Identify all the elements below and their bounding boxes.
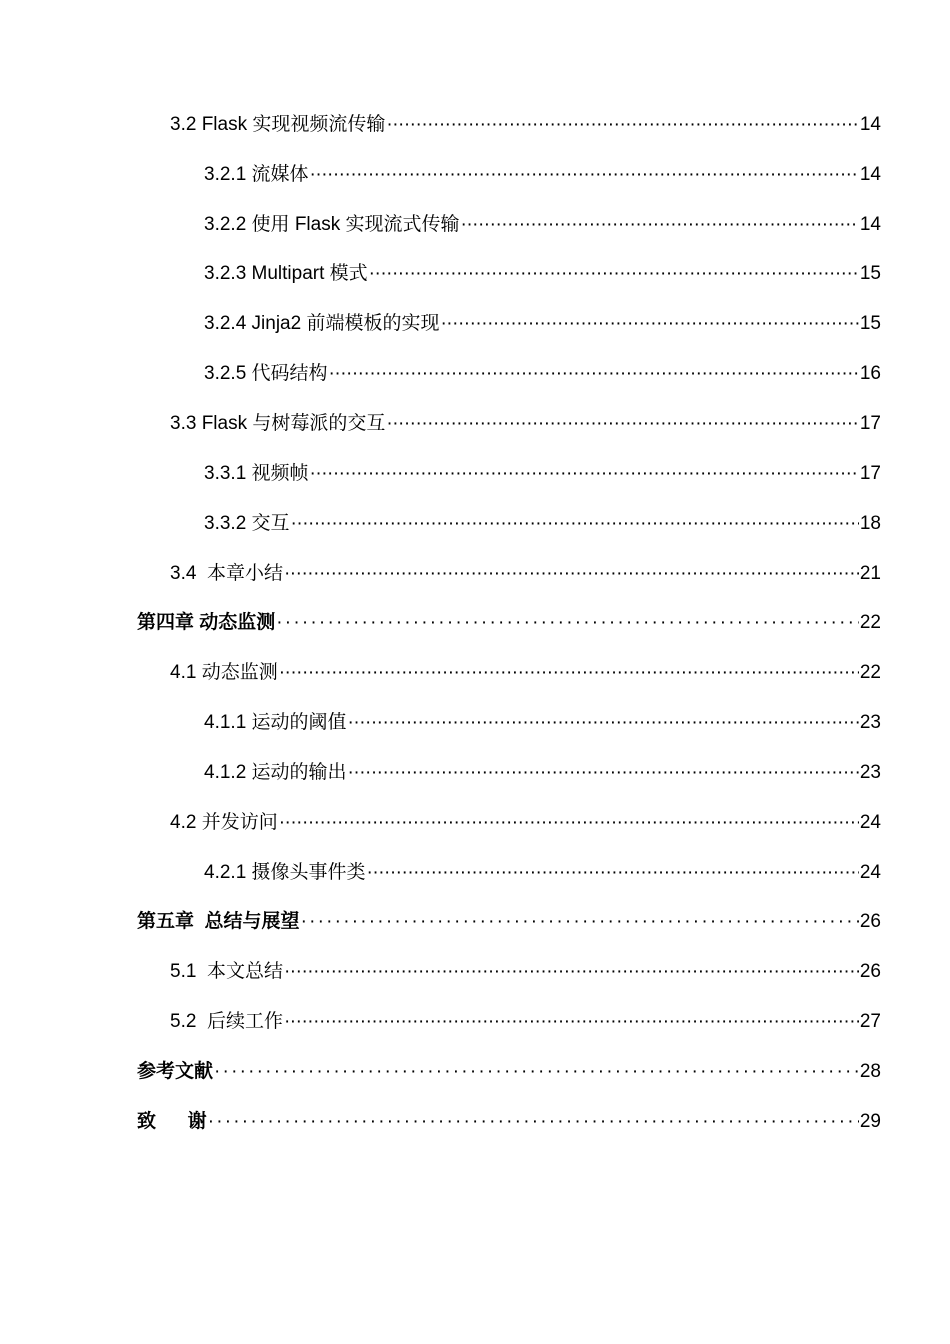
- toc-entry-title: 3.4 本章小结: [170, 562, 283, 584]
- toc-entry-page: 28: [859, 1060, 881, 1082]
- toc-entry[interactable]: [0, 449, 950, 499]
- toc-entry-page: 15: [859, 263, 881, 285]
- toc-entry-page: 22: [859, 612, 881, 634]
- dot-leader: [284, 960, 859, 984]
- toc-chapter-entry[interactable]: [0, 898, 950, 948]
- toc-entry-page: 26: [859, 961, 881, 983]
- toc-entry-title: 4.1.1 运动的阈值: [204, 712, 347, 734]
- toc-entry-page: 24: [859, 811, 881, 833]
- dot-leader: [279, 811, 859, 835]
- dot-leader: [329, 362, 859, 386]
- dot-leader: [284, 1010, 859, 1034]
- dot-leader: [291, 512, 859, 536]
- toc-chapter-entry[interactable]: [0, 598, 950, 648]
- toc-entry-title: 致 谢: [137, 1110, 207, 1132]
- table-of-contents: [0, 100, 950, 1147]
- dot-leader: [386, 412, 858, 436]
- toc-entry[interactable]: [0, 997, 950, 1047]
- toc-entry[interactable]: [0, 250, 950, 300]
- toc-entry-title: 第五章 总结与展望: [137, 911, 300, 933]
- toc-entry-title: 3.2.4 Jinja2 前端模板的实现: [204, 313, 440, 335]
- toc-entry[interactable]: [0, 299, 950, 349]
- toc-entry-page: 22: [859, 662, 881, 684]
- toc-entry-title: 5.1 本文总结: [170, 961, 283, 983]
- toc-entry[interactable]: [0, 698, 950, 748]
- toc-entry-title: 3.2.2 使用 Flask 实现流式传输: [204, 213, 460, 235]
- dot-leader: [386, 113, 858, 137]
- toc-entry-page: 26: [859, 911, 881, 933]
- toc-entry[interactable]: [0, 748, 950, 798]
- toc-entry-page: 16: [859, 363, 881, 385]
- toc-entry-title: 3.3.1 视频帧: [204, 462, 309, 484]
- toc-entry[interactable]: [0, 499, 950, 549]
- toc-entry-page: 17: [859, 412, 881, 434]
- dot-leader: [310, 462, 859, 486]
- toc-entry[interactable]: [0, 648, 950, 698]
- toc-entry-title: 3.2.1 流媒体: [204, 163, 309, 185]
- dot-leader: [276, 611, 859, 635]
- toc-entry[interactable]: [0, 947, 950, 997]
- toc-entry-page: 14: [859, 113, 881, 135]
- toc-entry-title: 3.3.2 交互: [204, 512, 290, 534]
- toc-entry[interactable]: [0, 549, 950, 599]
- dot-leader: [461, 213, 859, 237]
- toc-entry-title: 5.2 后续工作: [170, 1011, 283, 1033]
- dot-leader: [440, 312, 858, 336]
- toc-entry[interactable]: [0, 798, 950, 848]
- dot-leader: [301, 910, 859, 934]
- toc-entry-title: 4.1.2 运动的输出: [204, 761, 347, 783]
- toc-entry-title: 4.2.1 摄像头事件类: [204, 861, 366, 883]
- dot-leader: [367, 861, 859, 885]
- toc-entry[interactable]: [0, 848, 950, 898]
- toc-entry-page: 29: [859, 1110, 881, 1132]
- toc-entry-page: 24: [859, 861, 881, 883]
- toc-entry-page: 18: [859, 512, 881, 534]
- toc-entry-title: 3.2 Flask 实现视频流传输: [170, 113, 386, 135]
- dot-leader: [279, 661, 859, 685]
- toc-entry[interactable]: [0, 150, 950, 200]
- toc-entry-page: 23: [859, 712, 881, 734]
- toc-entry-page: 23: [859, 761, 881, 783]
- dot-leader: [369, 262, 859, 286]
- toc-entry[interactable]: [0, 399, 950, 449]
- toc-entry-title: 3.3 Flask 与树莓派的交互: [170, 412, 386, 434]
- toc-entry-title: 4.1 动态监测: [170, 662, 278, 684]
- toc-entry-page: 21: [859, 562, 881, 584]
- toc-entry-title: 参考文献: [137, 1060, 214, 1082]
- dot-leader: [284, 562, 859, 586]
- dot-leader: [214, 1060, 859, 1084]
- toc-entry-page: 17: [859, 462, 881, 484]
- toc-entry[interactable]: [0, 349, 950, 399]
- dot-leader: [348, 711, 859, 735]
- toc-entry-title: 3.2.5 代码结构: [204, 363, 328, 385]
- toc-chapter-entry[interactable]: [0, 1097, 950, 1147]
- toc-entry[interactable]: [0, 100, 950, 150]
- toc-entry[interactable]: [0, 200, 950, 250]
- toc-entry-page: 27: [859, 1011, 881, 1033]
- dot-leader: [310, 163, 859, 187]
- toc-entry-page: 15: [859, 313, 881, 335]
- toc-entry-page: 14: [859, 163, 881, 185]
- dot-leader: [348, 761, 859, 785]
- toc-chapter-entry[interactable]: [0, 1047, 950, 1097]
- toc-entry-title: 4.2 并发访问: [170, 811, 278, 833]
- toc-entry-title: 3.2.3 Multipart 模式: [204, 263, 368, 285]
- dot-leader: [208, 1110, 859, 1134]
- toc-entry-title: 第四章 动态监测: [137, 612, 276, 634]
- toc-entry-page: 14: [859, 213, 881, 235]
